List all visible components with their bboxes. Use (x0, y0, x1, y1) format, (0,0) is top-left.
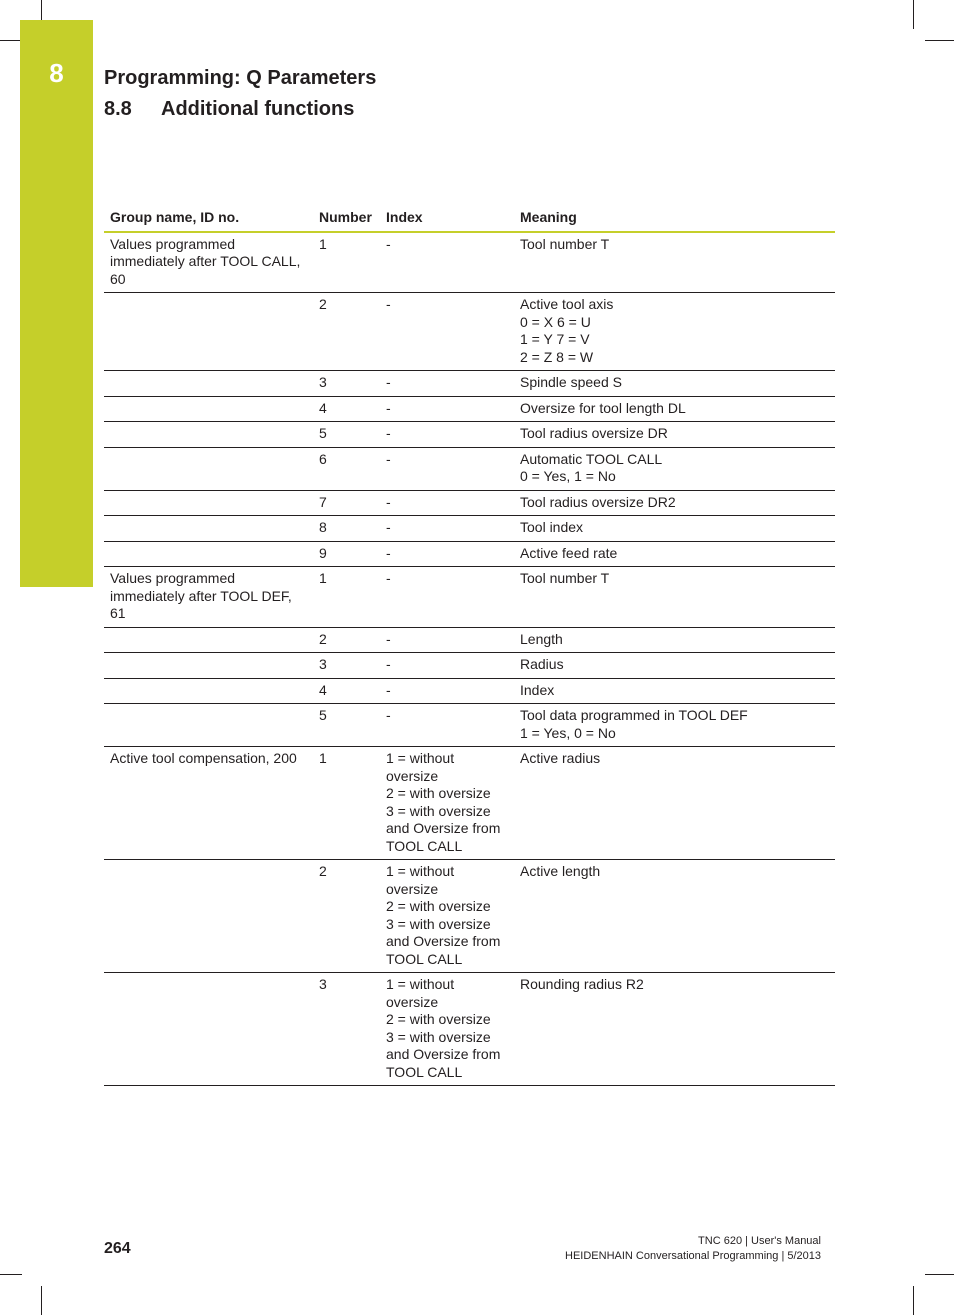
column-header-group: Group name, ID no. (104, 206, 313, 232)
cell-index: 1 = without oversize 2 = with oversize 3 = with oversize and Oversize from TOOL CALL (380, 973, 514, 1086)
cell-number: 5 (313, 704, 380, 747)
chapter-number: 8 (49, 58, 64, 88)
table-row (104, 422, 835, 448)
cell-group-name (104, 490, 313, 516)
cell-meaning: Automatic TOOL CALL 0 = Yes, 1 = No (514, 447, 835, 490)
table-row (104, 860, 835, 973)
cell-meaning: Active length (514, 860, 835, 973)
cell-group-name (104, 293, 313, 371)
cell-meaning: Active feed rate (514, 541, 835, 567)
cell-group-name (104, 653, 313, 679)
table-header-row (104, 206, 835, 232)
footer-manual-subtitle: HEIDENHAIN Conversational Programming | 5/2013 (565, 1250, 821, 1262)
cell-meaning: Tool radius oversize DR2 (514, 490, 835, 516)
table-row (104, 516, 835, 542)
cell-number: 3 (313, 371, 380, 397)
cell-number: 4 (313, 396, 380, 422)
table-row (104, 396, 835, 422)
cell-index: - (380, 678, 514, 704)
cell-number: 3 (313, 653, 380, 679)
cell-index: 1 = without oversize 2 = with oversize 3 = with oversize and Oversize from TOOL CALL (380, 860, 514, 973)
section-number: 8.8 (104, 98, 132, 120)
cell-group-name (104, 860, 313, 973)
table-row (104, 678, 835, 704)
cell-group-name (104, 541, 313, 567)
cell-index: - (380, 627, 514, 653)
cell-group-name (104, 627, 313, 653)
cell-meaning: Tool index (514, 516, 835, 542)
cell-index: - (380, 567, 514, 628)
cell-index: - (380, 447, 514, 490)
cell-meaning: Rounding radius R2 (514, 973, 835, 1086)
cell-meaning: Active radius (514, 747, 835, 860)
cell-number: 3 (313, 973, 380, 1086)
table-row (104, 490, 835, 516)
crop-mark (0, 40, 22, 41)
cell-meaning: Length (514, 627, 835, 653)
crop-mark (0, 1274, 22, 1275)
cell-number: 8 (313, 516, 380, 542)
cell-index: 1 = without oversize 2 = with oversize 3 = with oversize and Oversize from TOOL CALL (380, 747, 514, 860)
cell-group-name (104, 422, 313, 448)
table-row (104, 541, 835, 567)
cell-number: 4 (313, 678, 380, 704)
table-row (104, 371, 835, 397)
cell-index: - (380, 293, 514, 371)
cell-number: 6 (313, 447, 380, 490)
cell-group-name (104, 516, 313, 542)
cell-group-name (104, 678, 313, 704)
section-title (104, 98, 354, 121)
cell-number: 1 (313, 567, 380, 628)
cell-group-name (104, 447, 313, 490)
cell-meaning: Tool number T (514, 567, 835, 628)
cell-number: 2 (313, 627, 380, 653)
cell-meaning: Oversize for tool length DL (514, 396, 835, 422)
cell-index: - (380, 422, 514, 448)
cell-meaning: Active tool axis 0 = X 6 = U 1 = Y 7 = V 2 = Z 8 = W (514, 293, 835, 371)
cell-meaning: Index (514, 678, 835, 704)
table-row (104, 293, 835, 371)
cell-index: - (380, 704, 514, 747)
table-row (104, 704, 835, 747)
cell-meaning: Tool radius oversize DR (514, 422, 835, 448)
table-row (104, 567, 835, 628)
cell-meaning: Spindle speed S (514, 371, 835, 397)
column-header-number: Number (313, 206, 380, 232)
table-row (104, 653, 835, 679)
cell-number: 2 (313, 293, 380, 371)
cell-group-name (104, 704, 313, 747)
cell-index: - (380, 541, 514, 567)
section-title-text: Additional functions (161, 98, 355, 120)
cell-number: 5 (313, 422, 380, 448)
crop-mark (41, 1286, 42, 1315)
table-row (104, 973, 835, 1086)
cell-group-name: Values programmed immediately after TOOL CALL, 60 (104, 232, 313, 293)
table-body (104, 232, 835, 1086)
cell-number: 7 (313, 490, 380, 516)
chapter-tab (20, 20, 93, 587)
crop-mark (41, 0, 42, 20)
cell-index: - (380, 653, 514, 679)
cell-group-name: Active tool compensation, 200 (104, 747, 313, 860)
table-row (104, 627, 835, 653)
cell-group-name (104, 371, 313, 397)
cell-number: 1 (313, 747, 380, 860)
cell-index: - (380, 371, 514, 397)
column-header-index: Index (380, 206, 514, 232)
q-parameter-table (104, 206, 835, 1086)
cell-group-name (104, 973, 313, 1086)
cell-meaning: Radius (514, 653, 835, 679)
cell-index: - (380, 396, 514, 422)
column-header-meaning: Meaning (514, 206, 835, 232)
crop-mark (913, 1286, 914, 1315)
cell-index: - (380, 232, 514, 293)
page-footer (565, 1234, 821, 1264)
crop-mark (925, 1274, 954, 1275)
table-row (104, 447, 835, 490)
cell-group-name: Values programmed immediately after TOOL DEF, 61 (104, 567, 313, 628)
cell-meaning: Tool number T (514, 232, 835, 293)
crop-mark (925, 40, 954, 41)
cell-index: - (380, 516, 514, 542)
cell-number: 2 (313, 860, 380, 973)
table-row (104, 747, 835, 860)
cell-number: 1 (313, 232, 380, 293)
table-row (104, 232, 835, 293)
footer-manual-title: TNC 620 | User's Manual (698, 1235, 821, 1247)
cell-number: 9 (313, 541, 380, 567)
crop-mark (913, 0, 914, 29)
cell-index: - (380, 490, 514, 516)
chapter-title: Programming: Q Parameters (104, 67, 377, 89)
cell-meaning: Tool data programmed in TOOL DEF 1 = Yes, 0 = No (514, 704, 835, 747)
page-number: 264 (104, 1240, 131, 1257)
cell-group-name (104, 396, 313, 422)
